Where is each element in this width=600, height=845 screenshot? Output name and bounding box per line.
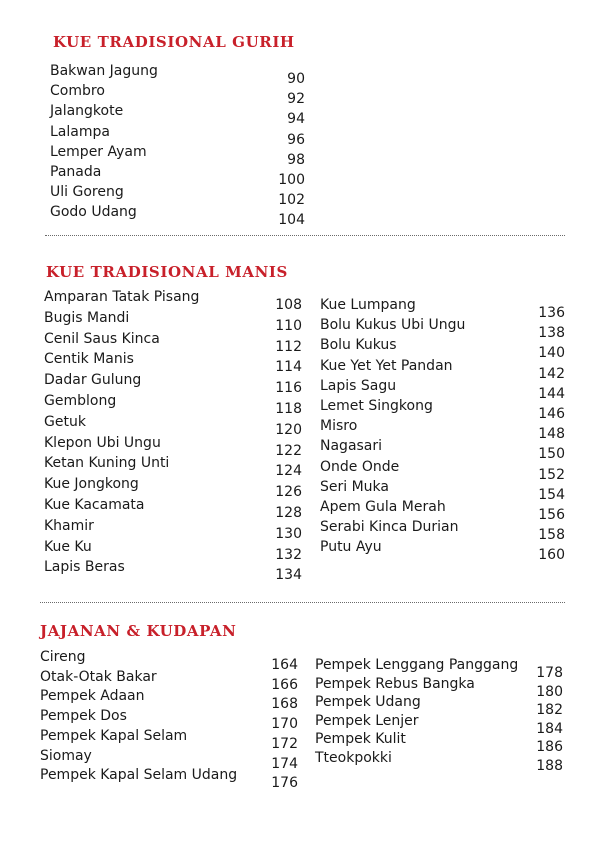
page-number: 110: [275, 317, 302, 334]
page-number: 120: [275, 421, 302, 438]
recipe-name: Onde Onde: [320, 458, 400, 475]
section-title-jajanan-kudapan: JAJANAN & KUDAPAN: [40, 622, 237, 640]
recipe-name: Pempek Lenjer: [315, 712, 419, 729]
page-number: 188: [536, 757, 563, 774]
recipe-name: Seri Muka: [320, 478, 389, 495]
recipe-name: Pempek Dos: [40, 708, 127, 725]
recipe-name: Gemblong: [44, 393, 117, 409]
page-number: 102: [278, 192, 305, 209]
recipe-name: Amparan Tatak Pisang: [44, 289, 200, 305]
recipe-name: Lemper Ayam: [50, 143, 147, 160]
section-divider: [40, 602, 565, 603]
recipe-name: Tteokpokki: [315, 749, 392, 766]
page-number: 90: [287, 71, 305, 87]
page-number: 144: [538, 385, 565, 402]
page-number: 182: [536, 702, 563, 718]
recipe-name: Bugis Mandi: [44, 309, 130, 326]
page-number: 134: [275, 567, 302, 584]
page-number: 108: [275, 297, 302, 313]
page-number: 98: [287, 151, 305, 168]
recipe-name: Otak-Otak Bakar: [40, 668, 157, 685]
recipe-name: Jalangkote: [50, 103, 124, 120]
recipe-name: Pempek Kapal Selam: [40, 727, 188, 744]
page-number: 152: [538, 466, 565, 483]
recipe-name: Pempek Rebus Bangka: [315, 675, 475, 692]
page-number: 118: [275, 401, 302, 417]
page-number: 128: [275, 505, 302, 521]
page-number: 154: [538, 486, 565, 503]
page-number: 166: [271, 676, 298, 693]
recipe-name: Pempek Kulit: [315, 731, 406, 747]
recipe-name: Pempek Udang: [315, 694, 421, 710]
section-divider: [45, 235, 565, 236]
recipe-name: Nagasari: [320, 438, 383, 455]
page-number: 142: [538, 365, 565, 382]
recipe-name: Klepon Ubi Ungu: [44, 434, 161, 451]
recipe-name: Pempek Adaan: [40, 688, 145, 705]
recipe-name: Bolu Kukus Ubi Ungu: [320, 317, 466, 334]
page-number: 124: [275, 463, 302, 480]
recipe-name: Bakwan Jagung: [50, 63, 158, 79]
page-number: 168: [271, 696, 298, 713]
recipe-name: Lemet Singkong: [320, 398, 433, 414]
page-number: 96: [287, 131, 305, 148]
recipe-name: Bolu Kukus: [320, 337, 397, 354]
recipe-name: Lapis Beras: [44, 559, 125, 576]
recipe-name: Ketan Kuning Unti: [44, 455, 170, 472]
page-number: 170: [271, 716, 298, 733]
page-number: 132: [275, 546, 302, 563]
section-title-kue-tradisional-gurih: KUE TRADISIONAL GURIH: [53, 33, 295, 51]
recipe-name: Pempek Lenggang Panggang: [315, 657, 519, 673]
page-number: 140: [538, 345, 565, 362]
recipe-name: Kue Lumpang: [320, 297, 416, 313]
recipe-name: Cireng: [40, 649, 86, 665]
page-number: 156: [538, 507, 565, 523]
recipe-name: Kue Ku: [44, 538, 92, 555]
recipe-name: Pempek Kapal Selam Udang: [40, 767, 238, 784]
page-number: 150: [538, 446, 565, 463]
recipe-name: Putu Ayu: [320, 539, 382, 556]
recipe-name: Dadar Gulung: [44, 372, 142, 389]
page-number: 114: [275, 359, 302, 376]
recipe-name: Godo Udang: [50, 204, 137, 221]
recipe-name: Panada: [50, 164, 102, 180]
section-title-kue-tradisional-manis: KUE TRADISIONAL MANIS: [46, 263, 288, 281]
recipe-name: Kue Kacamata: [44, 497, 145, 513]
page-number: 180: [536, 683, 563, 700]
page-number: 146: [538, 406, 565, 422]
page-number: 176: [271, 775, 298, 792]
page-number: 122: [275, 442, 302, 459]
page-number: 184: [536, 720, 563, 737]
page-number: 158: [538, 527, 565, 544]
page-number: 138: [538, 325, 565, 342]
recipe-name: Cenil Saus Kinca: [44, 330, 160, 347]
recipe-name: Lalampa: [50, 123, 110, 140]
recipe-name: Kue Yet Yet Pandan: [320, 357, 453, 374]
recipe-name: Combro: [50, 83, 105, 100]
page-number: 136: [538, 305, 565, 321]
page-number: 112: [275, 338, 302, 355]
page-number: 116: [275, 380, 302, 397]
page-number: 164: [271, 657, 298, 673]
recipe-name: Serabi Kinca Durian: [320, 519, 459, 536]
recipe-name: Lapis Sagu: [320, 377, 397, 394]
page-number: 160: [538, 547, 565, 564]
page-number: 104: [278, 212, 305, 229]
page-number: 148: [538, 426, 565, 443]
page-number: 178: [536, 665, 563, 681]
page-number: 100: [278, 172, 305, 188]
page-number: 94: [287, 111, 305, 128]
recipe-name: Misro: [320, 418, 358, 435]
page-number: 186: [536, 739, 563, 755]
page-number: 174: [271, 755, 298, 772]
recipe-name: Uli Goreng: [50, 184, 124, 201]
recipe-name: Getuk: [44, 413, 86, 430]
page-number: 130: [275, 525, 302, 542]
recipe-name: Centik Manis: [44, 351, 134, 368]
recipe-name: Siomay: [40, 747, 92, 764]
page-number: 172: [271, 735, 298, 752]
recipe-name: Khamir: [44, 517, 94, 534]
recipe-name: Apem Gula Merah: [320, 499, 446, 515]
page-number: 126: [275, 484, 302, 501]
recipe-name: Kue Jongkong: [44, 476, 139, 493]
page-number: 92: [287, 91, 305, 108]
